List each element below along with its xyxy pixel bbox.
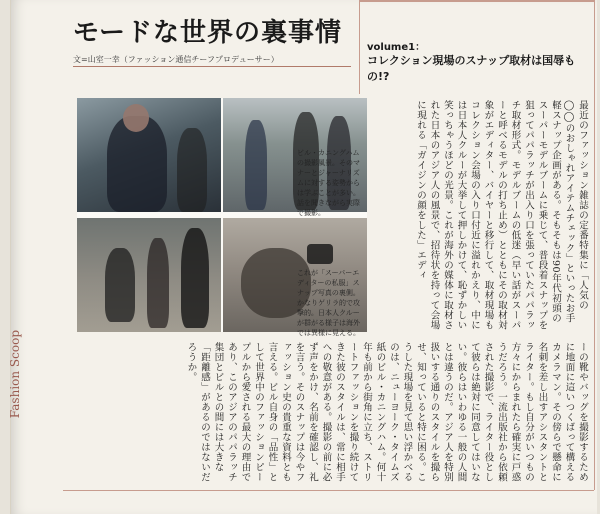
photo-caption-2: これが「スーパーエディターの私服」スナップ写真の裏側。かなりゲリラ的で攻撃的。日本人クルーが群がる様子は海外では異様に見える。 — [297, 269, 360, 337]
article-title: モードな世界の裏事情 — [73, 18, 342, 48]
article-body-upper: 最近のファッション雑誌の定番特集に「人気の◯◯のおしゃれアイテムチェック」といったお手軽スナップ企画がある。そもそもは90年代初頭のスーパーモデルブームに乗じて、普段着スナップを狙ってパパラッチが出入り口を張っていたパパラッチ取材形式。モデルブームの低迷（早い話がスーパーと呼べるモデルの打ち止め）とともにその取材対象がエディター、バイヤーと移行して、取材現場もコレクション会場の入り口付近に溢れかえり、中には日本人クルーが大挙して押しかけて、恥ずかしい笑っちゃうほどの光景。これが海外の媒体に取材された日本のアジア人の風景で、招待状を持って会場に現れる「ガイジンの顔をした」エディ — [415, 100, 588, 330]
article-byline: 文=山室一幸（ファッション通信チーフプロデューサー） — [73, 55, 279, 64]
article-body-lower: ーの靴やバッグを撮影するために地面に這いつくばって構えるカメラマン。その傍らで懸命に名刺を差し出すアシスタントとライター。もし自分がいつもの方々にからまれたら確実に戸惑うだろう。一流出版社から依頼された撮影で、ライター役として彼らは絶対に同意してはいない。彼らはいわゆる一般の人間とは違うのだ。アジア人を特別扱いする通りのスタイルを撮らせ、知っていると特に困る。こうした現場を見て思い浮かべるのは、ニューヨーク・タイムズ紙のビル・カニングハム。何十年も前から街角に立ち、ストリートファッションを撮り続けてきた彼のスタイルは、常に相手への敬意がある。撮影の前に必ず声をかけ、名前を確認し、礼を言う。そのスナップは今やファッション史の貴重な資料とも言える。ビル自身の「品性」として世界中のファッションピープルから愛される最大の理由であり、このアジアのパパラッチ集団とビルとの間には大きな「距離感」があるのではないだろうか。 — [185, 342, 588, 482]
title-underline — [73, 66, 351, 67]
article-subtitle: コレクション現場のスナップ取材は国辱もの!? — [367, 54, 576, 83]
header-divider — [359, 0, 360, 94]
section-label: Fashion Scoop — [8, 330, 22, 419]
magazine-page — [10, 0, 597, 514]
photo-photographer-closeup — [77, 98, 221, 212]
photo-caption-1: ビル・カニングハムの撮影風景。そのマナーとジャーナリズムに対する姿勢からは学ぶことが多い。話を聞きながら実際で撮影。 — [297, 149, 360, 217]
frame-bottom-rule — [63, 490, 594, 491]
frame-top-rule — [359, 0, 594, 2]
photo-crouching-photographer — [77, 218, 221, 332]
volume-label: volume1： — [367, 42, 426, 53]
